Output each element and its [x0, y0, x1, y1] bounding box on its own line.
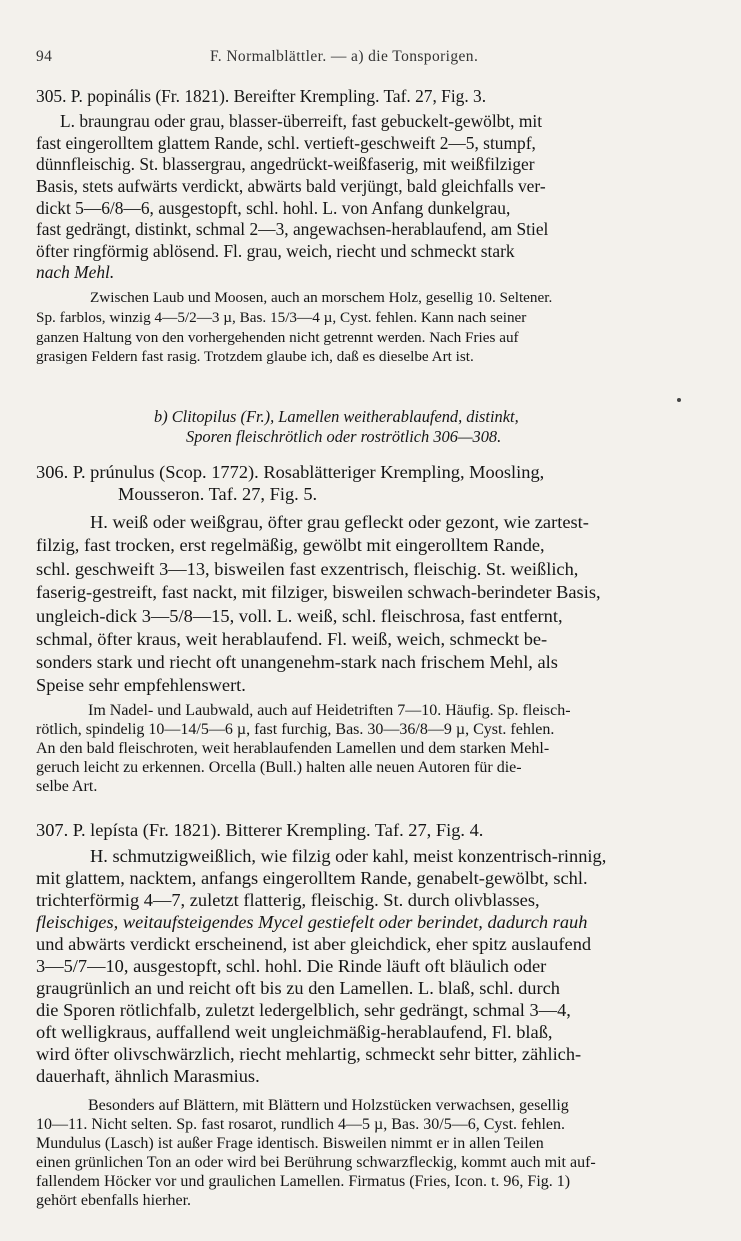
- entry-307-note-line: 10—11. Nicht selten. Sp. fast rosarot, rundlich 4—5 µ, Bas. 30/5—6, Cyst. fehlen.: [36, 1116, 566, 1133]
- entry-306-note-line: An den bald fleischroten, weit herablaufenden Lamellen und dem starken Mehl-: [36, 740, 550, 757]
- entry-307-note-line: einen grünlichen Ton an oder wird bei Berührung schwarzfleckig, kommt auch mit auf-: [36, 1154, 596, 1171]
- entry-307-note-line: Mundulus (Lasch) ist außer Frage identisch. Bisweilen nimmt er in allen Teilen: [36, 1135, 544, 1152]
- entry-305-text-line: fast gedrängt, distinkt, schmal 2—3, angewachsen-herablaufend, am Stiel: [36, 219, 549, 239]
- entry-307-text-line: die Sporen rötlichfalb, zuletzt ledergelblich, sehr gedrängt, schmal 3—4,: [36, 1000, 571, 1020]
- entry-306-text-line: H. weiß oder weißgrau, öfter grau gefleckt oder gezont, wie zartest-: [90, 512, 589, 532]
- ink-speck: [677, 398, 681, 402]
- entry-305-note-line: grasigen Feldern fast rasig. Trotzdem glaube ich, daß es dieselbe Art ist.: [36, 348, 474, 365]
- entry-307-note-line: fallendem Höcker vor und graulichen Lamellen. Firmatus (Fries, Icon. t. 96, Fig. 1): [36, 1173, 571, 1190]
- entry-307-text-line: oft welligkraus, auffallend weit ungleichmäßig-herablaufend, Fl. blaß,: [36, 1022, 553, 1042]
- entry-306-note-line: Im Nadel- und Laubwald, auch auf Heidetriften 7—10. Häufig. Sp. fleisch-: [88, 702, 571, 719]
- entry-307-text-line: fleischiges, weitaufsteigendes Mycel gestiefelt oder berindet, dadurch rauh: [36, 912, 588, 932]
- entry-307-text-line: graugrünlich an und reicht oft bis zu den Lamellen. L. blaß, schl. durch: [36, 978, 560, 998]
- entry-307-note-line: gehört ebenfalls hierher.: [36, 1192, 192, 1209]
- entry-305-text-line: dünnfleischig. St. blassergrau, angedrückt-weißfaserig, mit weißfilziger: [36, 154, 535, 174]
- entry-305-heading: 305. P. popinális (Fr. 1821). Bereifter Krempling. Taf. 27, Fig. 3.: [36, 86, 487, 106]
- entry-307-text-line: und abwärts verdickt erscheinend, ist aber gleichdick, eher spitz auslaufend: [36, 934, 592, 954]
- section-b-line: b) Clitopilus (Fr.), Lamellen weitherablaufend, distinkt,: [154, 407, 519, 426]
- entry-307-note-line: Besonders auf Blättern, mit Blättern und Holzstücken verwachsen, gesellig: [88, 1097, 569, 1114]
- entry-306-text-line: filzig, fast trocken, erst regelmäßig, gewölbt mit eingerolltem Rande,: [36, 535, 545, 555]
- entry-305-text-line: L. braungrau oder grau, blasser-überreift, fast gebuckelt-gewölbt, mit: [60, 111, 543, 131]
- entry-306-note-line: selbe Art.: [36, 778, 98, 795]
- entry-305-note-line: ganzen Haltung von den vorhergehenden nicht getrennt werden. Nach Fries auf: [36, 329, 519, 346]
- entry-306-text-line: sonders stark und riecht oft unangenehm-stark nach frischem Mehl, als: [36, 652, 558, 672]
- entry-307-text-line: H. schmutzigweißlich, wie filzig oder kahl, meist konzentrisch-rinnig,: [90, 846, 607, 866]
- entry-307-heading: 307. P. lepísta (Fr. 1821). Bitterer Krempling. Taf. 27, Fig. 4.: [36, 820, 484, 840]
- entry-305-text-line: dickt 5—6/8—6, ausgestopft, schl. hohl. L. von Anfang dunkelgrau,: [36, 198, 511, 218]
- running-title: F. Normalblättler. — a) die Tonsporigen.: [210, 48, 479, 65]
- entry-306-note-line: rötlich, spindelig 10—14/5—6 µ, fast furchig, Bas. 30—36/8—9 µ, Cyst. fehlen.: [36, 721, 555, 738]
- entry-306-text-line: Speise sehr empfehlenswert.: [36, 675, 246, 695]
- entry-305-text-line: fast eingerolltem glattem Rande, schl. vertieft-geschweift 2—5, stumpf,: [36, 133, 536, 153]
- entry-305-note-line: Zwischen Laub und Moosen, auch an morschem Holz, gesellig 10. Seltener.: [90, 289, 553, 306]
- page-number: 94: [36, 48, 53, 65]
- entry-306-text-line: schmal, öfter kraus, weit herablaufend. Fl. weiß, weich, schmeckt be-: [36, 629, 548, 649]
- entry-305-text-line: öfter ringförmig ablösend. Fl. grau, weich, riecht und schmeckt stark: [36, 241, 515, 261]
- section-b-line: Sporen fleischrötlich oder roströtlich 306—308.: [186, 427, 502, 446]
- entry-306-heading-cont: Mousseron. Taf. 27, Fig. 5.: [118, 484, 318, 504]
- entry-307-text-line: dauerhaft, ähnlich Marasmius.: [36, 1066, 260, 1086]
- entry-306-heading: 306. P. prúnulus (Scop. 1772). Rosablätteriger Krempling, Moosling,: [36, 462, 545, 482]
- entry-305-text-line: Basis, stets aufwärts verdickt, abwärts bald verjüngt, bald gleichfalls ver-: [36, 176, 546, 196]
- entry-307-text-line: mit glattem, nacktem, anfangs eingerolltem Rande, genabelt-gewölbt, schl.: [36, 868, 588, 888]
- entry-306-text-line: ungleich-dick 3—5/8—15, voll. L. weiß, schl. fleischrosa, fast entfernt,: [36, 606, 563, 626]
- entry-306-text-line: schl. geschweift 3—13, bisweilen fast exzentrisch, fleischig. St. weißlich,: [36, 559, 579, 579]
- entry-305-note-line: Sp. farblos, winzig 4—5/2—3 µ, Bas. 15/3—4 µ, Cyst. fehlen. Kann nach seiner: [36, 309, 527, 326]
- entry-306-text-line: faserig-gestreift, fast nackt, mit filziger, bisweilen schwach-berindeter Basis,: [36, 582, 601, 602]
- entry-307-text-line: 3—5/7—10, ausgestopft, schl. hohl. Die Rinde läuft oft bläulich oder: [36, 956, 547, 976]
- entry-307-text-line: trichterförmig 4—7, zuletzt flatterig, fleischig. St. durch olivblasses,: [36, 890, 540, 910]
- entry-306-note-line: geruch leicht zu erkennen. Orcella (Bull.) halten alle neuen Autoren für die-: [36, 759, 522, 776]
- entry-305-text-line: nach Mehl.: [36, 262, 115, 282]
- entry-307-text-line: wird öfter olivschwärzlich, riecht mehlartig, schmeckt sehr bitter, zählich-: [36, 1044, 582, 1064]
